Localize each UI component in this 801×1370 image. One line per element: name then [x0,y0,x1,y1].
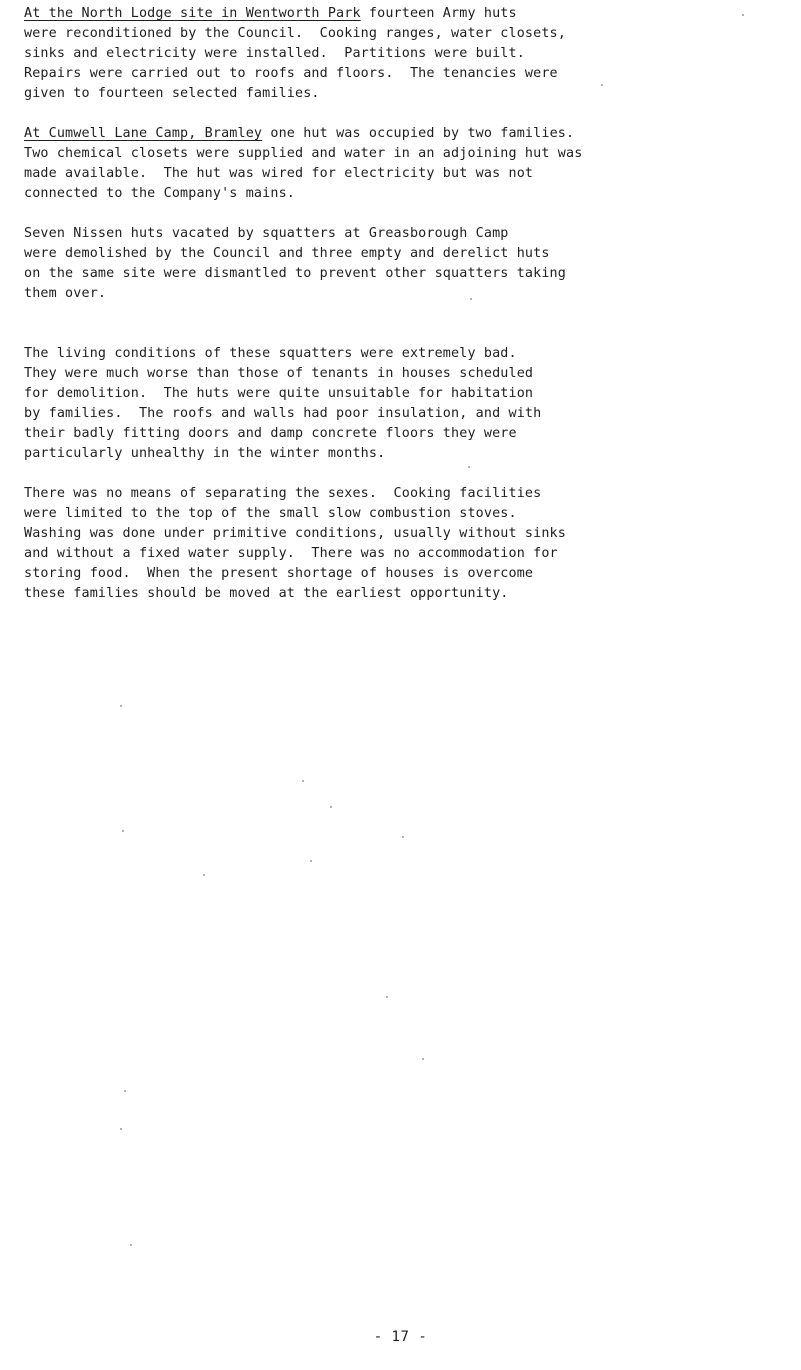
paragraph-cumwell-lane [24,124,794,204]
page-number: - 17 - [373,1329,428,1345]
north-lodge-heading: At the North Lodge site in Wentworth Park [24,6,361,21]
cumwell-lane-text: one hut was occupied by two families. Two chemical closets were supplied and water in an adjoining hut was made available. The hut was wired for electricity but was not connected to the Company's mains. [24,126,583,201]
paragraph-north-lodge [24,4,794,104]
paragraph-facilities: There was no means of separating the sexes. Cooking facilities were limited to the top of the small slow combustion stoves. Washing was done under primitive conditions, usually without sinks and without a fixed water supply. There was no accommodation for storing food. When the present shortage of houses is overcome these families should be moved at the earliest opportunity. [24,486,566,601]
cumwell-lane-heading: At Cumwell Lane Camp, Bramley [24,126,263,141]
paragraph-greasborough: Seven Nissen huts vacated by squatters at Greasborough Camp were demolished by the Council and three empty and derelict huts on the same site were dismantled to prevent other squatters taking them over. [24,226,566,301]
north-lodge-text: fourteen Army huts were reconditioned by the Council. Cooking ranges, water closets, sinks and electricity were installed. Partitions were built. Repairs were carried out to roofs and floors. The tenancies were given to fourteen selected families. [24,6,566,101]
paragraph-living-conditions: The living conditions of these squatters were extremely bad. They were much worse than those of tenants in houses scheduled for demolition. The huts were quite unsuitable for habitation by families. The roofs and walls had poor insulation, and with their badly fitting doors and damp concrete floors they were particularly unhealthy in the winter months. [24,346,542,461]
